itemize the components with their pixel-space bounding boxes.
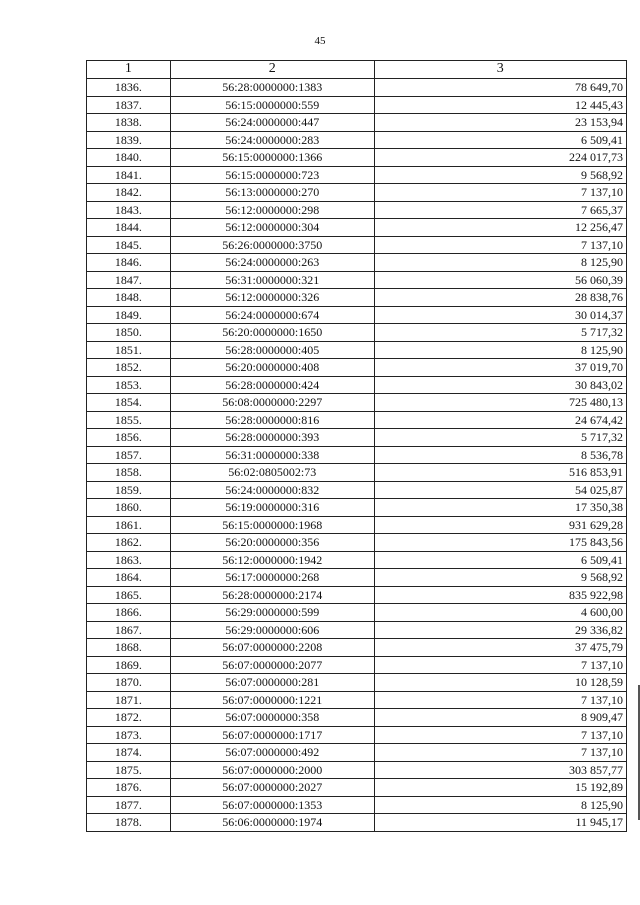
cadastral-number-cell: 56:24:0000000:447	[170, 114, 374, 132]
cadastral-value-cell: 30 843,02	[374, 376, 626, 394]
table-row	[87, 96, 627, 114]
row-number-cell: 1838.	[87, 114, 171, 132]
header-row	[87, 61, 627, 79]
row-number-cell: 1845.	[87, 236, 171, 254]
cadastral-value-cell: 7 137,10	[374, 184, 626, 202]
table-row	[87, 656, 627, 674]
table-row	[87, 709, 627, 727]
table-row	[87, 761, 627, 779]
row-number-cell: 1846.	[87, 254, 171, 272]
row-number-cell: 1865.	[87, 586, 171, 604]
table-row	[87, 341, 627, 359]
cadastral-number-cell: 56:15:0000000:1366	[170, 149, 374, 167]
cadastral-value-cell: 7 137,10	[374, 236, 626, 254]
cadastral-number-cell: 56:08:0000000:2297	[170, 394, 374, 412]
cadastral-value-cell: 17 350,38	[374, 499, 626, 517]
row-number-cell: 1837.	[87, 96, 171, 114]
table-row	[87, 464, 627, 482]
cadastral-value-cell: 28 838,76	[374, 289, 626, 307]
header-col-3: 3	[374, 61, 626, 79]
cadastral-value-cell: 12 445,43	[374, 96, 626, 114]
table-row	[87, 551, 627, 569]
cadastral-number-cell: 56:07:0000000:2077	[170, 656, 374, 674]
row-number-cell: 1878.	[87, 814, 171, 832]
cadastral-number-cell: 56:28:0000000:2174	[170, 586, 374, 604]
row-number-cell: 1875.	[87, 761, 171, 779]
cadastral-number-cell: 56:20:0000000:356	[170, 534, 374, 552]
cadastral-value-cell: 9 568,92	[374, 569, 626, 587]
table-row	[87, 429, 627, 447]
cadastral-value-cell: 15 192,89	[374, 779, 626, 797]
cadastral-value-cell: 29 336,82	[374, 621, 626, 639]
cadastral-number-cell: 56:29:0000000:606	[170, 621, 374, 639]
cadastral-number-cell: 56:07:0000000:358	[170, 709, 374, 727]
cadastral-value-cell: 224 017,73	[374, 149, 626, 167]
row-number-cell: 1853.	[87, 376, 171, 394]
cadastral-number-cell: 56:28:0000000:424	[170, 376, 374, 394]
cadastral-value-cell: 7 137,10	[374, 744, 626, 762]
table-row	[87, 726, 627, 744]
cadastral-value-cell: 5 717,32	[374, 429, 626, 447]
row-number-cell: 1848.	[87, 289, 171, 307]
row-number-cell: 1871.	[87, 691, 171, 709]
row-number-cell: 1872.	[87, 709, 171, 727]
row-number-cell: 1868.	[87, 639, 171, 657]
cadastral-number-cell: 56:07:0000000:281	[170, 674, 374, 692]
row-number-cell: 1877.	[87, 796, 171, 814]
table-row	[87, 219, 627, 237]
cadastral-value-cell: 7 137,10	[374, 691, 626, 709]
cadastral-value-table	[86, 60, 627, 832]
table-row	[87, 184, 627, 202]
row-number-cell: 1840.	[87, 149, 171, 167]
cadastral-value-cell: 6 509,41	[374, 131, 626, 149]
row-number-cell: 1867.	[87, 621, 171, 639]
row-number-cell: 1860.	[87, 499, 171, 517]
cadastral-value-cell: 37 019,70	[374, 359, 626, 377]
cadastral-number-cell: 56:12:0000000:304	[170, 219, 374, 237]
cadastral-number-cell: 56:28:0000000:1383	[170, 79, 374, 97]
table-row	[87, 446, 627, 464]
cadastral-value-cell: 931 629,28	[374, 516, 626, 534]
cadastral-value-cell: 8 125,90	[374, 254, 626, 272]
row-number-cell: 1854.	[87, 394, 171, 412]
header-col-2: 2	[170, 61, 374, 79]
cadastral-number-cell: 56:07:0000000:2208	[170, 639, 374, 657]
cadastral-number-cell: 56:24:0000000:263	[170, 254, 374, 272]
row-number-cell: 1856.	[87, 429, 171, 447]
table-row	[87, 131, 627, 149]
cadastral-number-cell: 56:07:0000000:1221	[170, 691, 374, 709]
row-number-cell: 1866.	[87, 604, 171, 622]
table-row	[87, 411, 627, 429]
cadastral-number-cell: 56:15:0000000:1968	[170, 516, 374, 534]
table-row	[87, 114, 627, 132]
table-row	[87, 324, 627, 342]
cadastral-value-cell: 11 945,17	[374, 814, 626, 832]
cadastral-number-cell: 56:24:0000000:832	[170, 481, 374, 499]
cadastral-number-cell: 56:06:0000000:1974	[170, 814, 374, 832]
cadastral-number-cell: 56:24:0000000:283	[170, 131, 374, 149]
row-number-cell: 1876.	[87, 779, 171, 797]
cadastral-number-cell: 56:24:0000000:674	[170, 306, 374, 324]
cadastral-value-cell: 7 137,10	[374, 656, 626, 674]
table-row	[87, 236, 627, 254]
cadastral-value-cell: 23 153,94	[374, 114, 626, 132]
table-row	[87, 499, 627, 517]
cadastral-value-cell: 8 125,90	[374, 341, 626, 359]
row-number-cell: 1857.	[87, 446, 171, 464]
row-number-cell: 1861.	[87, 516, 171, 534]
cadastral-value-cell: 78 649,70	[374, 79, 626, 97]
row-number-cell: 1841.	[87, 166, 171, 184]
cadastral-number-cell: 56:07:0000000:492	[170, 744, 374, 762]
cadastral-number-cell: 56:07:0000000:2027	[170, 779, 374, 797]
table-row	[87, 796, 627, 814]
row-number-cell: 1839.	[87, 131, 171, 149]
table-row	[87, 674, 627, 692]
table-row	[87, 814, 627, 832]
cadastral-value-cell: 12 256,47	[374, 219, 626, 237]
cadastral-number-cell: 56:07:0000000:1353	[170, 796, 374, 814]
row-number-cell: 1847.	[87, 271, 171, 289]
cadastral-value-cell: 10 128,59	[374, 674, 626, 692]
table-row	[87, 149, 627, 167]
cadastral-number-cell: 56:20:0000000:408	[170, 359, 374, 377]
header-col-1: 1	[87, 61, 171, 79]
cadastral-value-cell: 6 509,41	[374, 551, 626, 569]
cadastral-number-cell: 56:07:0000000:2000	[170, 761, 374, 779]
cadastral-number-cell: 56:31:0000000:321	[170, 271, 374, 289]
table-row	[87, 691, 627, 709]
row-number-cell: 1858.	[87, 464, 171, 482]
row-number-cell: 1873.	[87, 726, 171, 744]
row-number-cell: 1874.	[87, 744, 171, 762]
table-body	[87, 79, 627, 832]
row-number-cell: 1842.	[87, 184, 171, 202]
table-row	[87, 376, 627, 394]
cadastral-value-cell: 8 909,47	[374, 709, 626, 727]
cadastral-value-cell: 56 060,39	[374, 271, 626, 289]
table-row	[87, 534, 627, 552]
table-row	[87, 639, 627, 657]
cadastral-number-cell: 56:12:0000000:298	[170, 201, 374, 219]
table-row	[87, 166, 627, 184]
cadastral-number-cell: 56:02:0805002:73	[170, 464, 374, 482]
cadastral-value-cell: 30 014,37	[374, 306, 626, 324]
row-number-cell: 1843.	[87, 201, 171, 219]
cadastral-number-cell: 56:15:0000000:723	[170, 166, 374, 184]
row-number-cell: 1849.	[87, 306, 171, 324]
cadastral-number-cell: 56:12:0000000:1942	[170, 551, 374, 569]
cadastral-value-cell: 8 125,90	[374, 796, 626, 814]
cadastral-value-cell: 4 600,00	[374, 604, 626, 622]
row-number-cell: 1870.	[87, 674, 171, 692]
table-row	[87, 79, 627, 97]
cadastral-number-cell: 56:31:0000000:338	[170, 446, 374, 464]
cadastral-value-cell: 835 922,98	[374, 586, 626, 604]
row-number-cell: 1862.	[87, 534, 171, 552]
table-row	[87, 586, 627, 604]
cadastral-number-cell: 56:15:0000000:559	[170, 96, 374, 114]
cadastral-value-cell: 516 853,91	[374, 464, 626, 482]
page-number: 45	[314, 35, 326, 47]
row-number-cell: 1864.	[87, 569, 171, 587]
cadastral-value-cell: 54 025,87	[374, 481, 626, 499]
row-number-cell: 1850.	[87, 324, 171, 342]
cadastral-number-cell: 56:20:0000000:1650	[170, 324, 374, 342]
cadastral-number-cell: 56:29:0000000:599	[170, 604, 374, 622]
cadastral-number-cell: 56:13:0000000:270	[170, 184, 374, 202]
cadastral-number-cell: 56:17:0000000:268	[170, 569, 374, 587]
table-row	[87, 289, 627, 307]
row-number-cell: 1852.	[87, 359, 171, 377]
cadastral-number-cell: 56:26:0000000:3750	[170, 236, 374, 254]
cadastral-number-cell: 56:12:0000000:326	[170, 289, 374, 307]
cadastral-value-cell: 8 536,78	[374, 446, 626, 464]
table-header	[87, 61, 627, 79]
row-number-cell: 1855.	[87, 411, 171, 429]
cadastral-value-cell: 37 475,79	[374, 639, 626, 657]
table-row	[87, 394, 627, 412]
cadastral-value-cell: 24 674,42	[374, 411, 626, 429]
table-row	[87, 481, 627, 499]
cadastral-number-cell: 56:28:0000000:393	[170, 429, 374, 447]
table-row	[87, 621, 627, 639]
cadastral-value-cell: 9 568,92	[374, 166, 626, 184]
cadastral-value-cell: 5 717,32	[374, 324, 626, 342]
table-row	[87, 604, 627, 622]
table-row	[87, 271, 627, 289]
cadastral-value-cell: 303 857,77	[374, 761, 626, 779]
cadastral-number-cell: 56:28:0000000:816	[170, 411, 374, 429]
table-row	[87, 254, 627, 272]
cadastral-number-cell: 56:19:0000000:316	[170, 499, 374, 517]
table-row	[87, 201, 627, 219]
table-row	[87, 516, 627, 534]
table-row	[87, 359, 627, 377]
table-row	[87, 744, 627, 762]
row-number-cell: 1844.	[87, 219, 171, 237]
row-number-cell: 1869.	[87, 656, 171, 674]
table-row	[87, 569, 627, 587]
cadastral-value-cell: 7 665,37	[374, 201, 626, 219]
cadastral-value-cell: 725 480,13	[374, 394, 626, 412]
cadastral-value-cell: 175 843,56	[374, 534, 626, 552]
table-row	[87, 779, 627, 797]
row-number-cell: 1836.	[87, 79, 171, 97]
cadastral-number-cell: 56:28:0000000:405	[170, 341, 374, 359]
table-row	[87, 306, 627, 324]
row-number-cell: 1859.	[87, 481, 171, 499]
row-number-cell: 1863.	[87, 551, 171, 569]
cadastral-value-cell: 7 137,10	[374, 726, 626, 744]
cadastral-number-cell: 56:07:0000000:1717	[170, 726, 374, 744]
row-number-cell: 1851.	[87, 341, 171, 359]
